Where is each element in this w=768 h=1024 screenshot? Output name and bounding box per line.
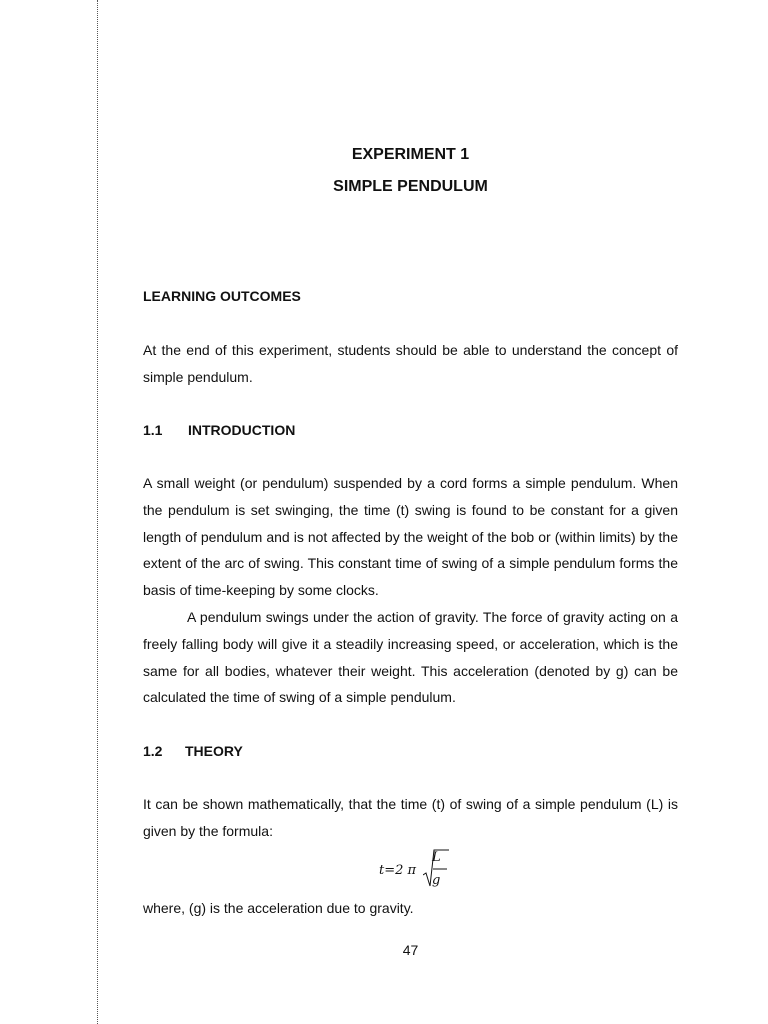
learning-outcomes-text: At the end of this experiment, students should be able to understand the concept of simple pendulum.: [143, 342, 678, 385]
experiment-number-title: EXPERIMENT 1: [351, 146, 470, 163]
formula-explanation: where, (g) is the acceleration due to gravity.: [143, 900, 414, 916]
binding-margin-line: [97, 0, 98, 1024]
page-number: 47: [402, 942, 419, 958]
introduction-heading: [143, 422, 295, 438]
formula-denominator: g: [432, 873, 441, 888]
section-number: 1.2: [143, 743, 163, 759]
learning-outcomes-heading: LEARNING OUTCOMES: [143, 288, 301, 304]
formula-lhs: t=2 π: [379, 863, 417, 878]
formula-numerator: L: [432, 850, 441, 865]
section-number: 1.1: [143, 422, 163, 438]
document-page: [143, 0, 678, 1024]
introduction-paragraph-2: A pendulum swings under the action of gravity. The force of gravity acting on a freely falling body will give it a steadily increasing speed, or acceleration, which is the same for all bodies, whatever their weight. This acceleration (denoted by g) can be calculated the time of swing of a simple pendulum.: [143, 609, 678, 706]
section-title: THEORY: [185, 743, 243, 759]
introduction-paragraph-1: A small weight (or pendulum) suspended by a cord forms a simple pendulum. When the pendulum is set swinging, the time (t) swing is found to be constant for a given length of pendulum and is not affected by the weight of the bob or (within limits) by the extent of the arc of swing. This constant time of swing of a simple pendulum forms the basis of time-keeping by some clocks.: [143, 475, 678, 599]
theory-paragraph: It can be shown mathematically, that the time (t) of swing of a simple pendulum (L) is given by the formula:: [143, 796, 678, 839]
experiment-name-title: SIMPLE PENDULUM: [333, 178, 488, 195]
theory-heading: [143, 743, 243, 759]
section-title: INTRODUCTION: [188, 422, 296, 438]
